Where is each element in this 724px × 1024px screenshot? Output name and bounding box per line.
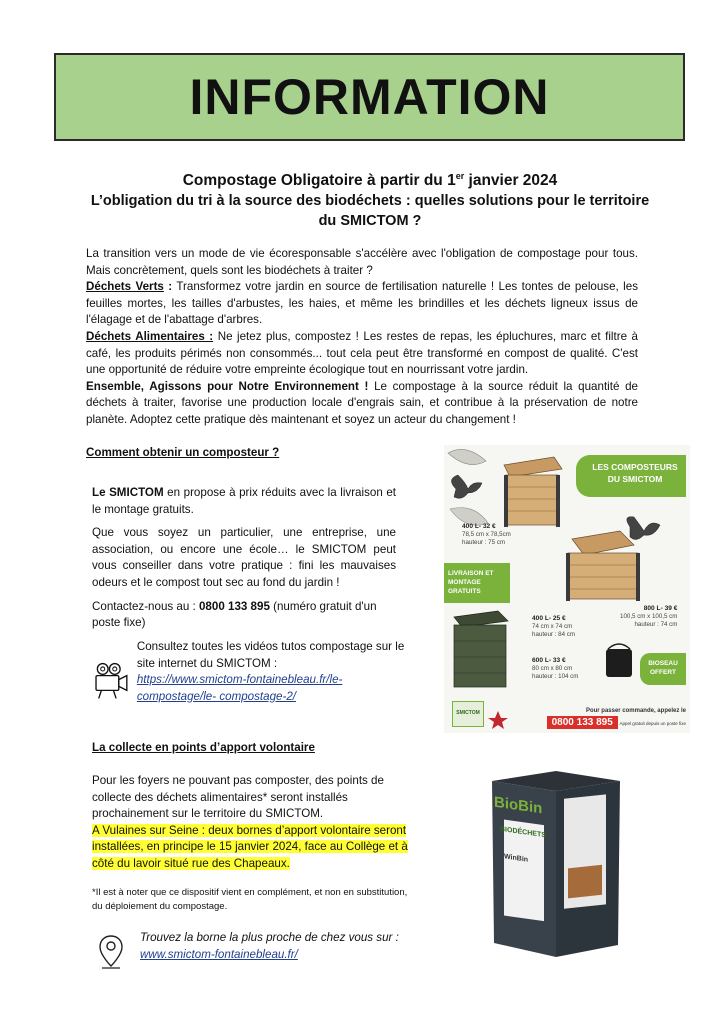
composteur-section-title: Comment obtenir un composteur ?: [86, 446, 280, 459]
dechets-verts-paragraph: Déchets Verts : Transformez votre jardin en source de fertilisation naturelle ! Les tontes de pelouse, les feuilles mortes, les tailles d'arbustes, les haies, et même les brindilles et les déchets ligneux issus de l'élagage et de l'abattage d'arbres.: [86, 280, 638, 327]
biobin-illustration: [486, 767, 626, 961]
biobin-brand: BioBin: [494, 793, 543, 818]
ad-title: LES COMPOSTEURS DU SMICTOM: [576, 455, 686, 497]
video-link[interactable]: https://www.smictom-fontainebleau.fr/le-compostage/le- compostage-2/: [136, 673, 343, 703]
find-row: [98, 930, 438, 970]
delivery-badge: LIVRAISON ET MONTAGE GRATUITS: [444, 563, 510, 603]
video-camera-icon: [92, 651, 131, 711]
information-banner: [54, 53, 685, 141]
collecte-section-title: La collecte en points d’apport volontaire: [92, 741, 315, 754]
order-phone: 0800 133 895: [547, 716, 618, 729]
price-800l-wood: 800 L- 39 € 100,5 cm x 100,5 cm hauteur : 74 cm: [620, 605, 678, 628]
sub-heading: L’obligation du tri à la source des biodéchets : quelles solutions pour le territoire du SMICTOM ?: [90, 193, 650, 230]
collecte-text: [92, 773, 412, 880]
banner-title: INFORMATION: [189, 69, 550, 125]
phone-number: 0800 133 895: [198, 599, 270, 613]
price-600l-plastic: 600 L- 33 € 80 cm x 80 cm hauteur : 104 cm: [532, 657, 579, 680]
headings: [80, 166, 660, 231]
bioseau-badge: BIOSEAU OFFERT: [640, 653, 686, 685]
intro-paragraph: La transition vers un mode de vie écoresponsable s'accélère avec l'obligation de compostage pour tous. Mais concrètement, quels sont les biodéchets à traiter ?: [86, 247, 638, 277]
composteurs-advert: [444, 445, 690, 733]
main-heading: Compostage Obligatoire à partir du 1er janvier 2024: [182, 171, 558, 190]
dechets-alimentaires-paragraph: Déchets Alimentaires : Ne jetez plus, compostez ! Les restes de repas, les épluchures, marc et filtre à café, les produits périmés non consommés... tout cela peut être transformé en compost de qualité. C'est une opportunité de réduire votre empreinte écologique tout en nourrissant votre jardin.: [86, 329, 638, 377]
composteur-p2: Que vous soyez un particulier, une entreprise, une association, ou encore une école… le SMICTOM peut vous conseiller dans votre pratique : fini les mauvaises odeurs et le compost tout sec au fond du jardin !: [92, 526, 396, 589]
find-text: Trouvez la borne la plus proche de chez vous sur : www.smictom-fontainebleau.fr/: [140, 931, 399, 961]
location-pin-icon: [98, 934, 124, 970]
price-400l-plastic: 400 L- 25 € 74 cm x 74 cm hauteur : 84 cm: [532, 615, 575, 638]
winbin-logo: WinBin: [504, 853, 529, 864]
ensemble-paragraph: Ensemble, Agissons pour Notre Environnement ! Le compostage à la source réduit la quantité de déchets à traiter, favorise une production locale d'engrais sain, et contribue à la préservation de notre planète. Adoptez cette pratique dès maintenant et soyez un acteur du changement !: [86, 379, 638, 426]
composteur-text: [92, 485, 396, 639]
composteur-p1: Le SMICTOM en propose à prix réduits avec la livraison et le montage gratuits.: [92, 486, 396, 516]
composteur-contact: Contactez-nous au : 0800 133 895 (numéro gratuit d'un poste fixe): [92, 599, 377, 630]
video-row: [92, 639, 412, 711]
biobin-label: BIODÉCHETS: [500, 825, 546, 840]
order-info: Pour passer commande, appelez le 0800 133 895 Appel gratuit depuis un poste fixe: [547, 708, 686, 729]
collecte-note: *Il est à noter que ce dispositif vient en complément, et non en substitution, du déploiement du compostage.: [92, 887, 408, 912]
smictom-link[interactable]: www.smictom-fontainebleau.fr/: [140, 947, 298, 961]
video-text: Consultez toutes les vidéos tutos compostage sur le site internet du SMICTOM : https://www.smictom-fontainebleau.fr/le-compostage/le- compostage-2/: [136, 640, 405, 703]
price-400l-wood: 400 L- 32 € 78,5 cm x 78,5cm hauteur : 75 cm: [462, 523, 511, 546]
smictom-logo: SMICTOM: [452, 701, 484, 727]
intro-text: [86, 246, 638, 429]
collecte-p1: Pour les foyers ne pouvant pas composter, des points de collecte des déchets alimentaires* seront installés prochainement sur le territoire du SMICTOM.: [92, 774, 384, 821]
collecte-highlight: A Vulaines sur Seine : deux bornes d’apport volontaire seront installées, en principe le 15 janvier 2024, face au Collège et à côté du lavoir situé rue des Chapeaux.: [92, 823, 408, 870]
